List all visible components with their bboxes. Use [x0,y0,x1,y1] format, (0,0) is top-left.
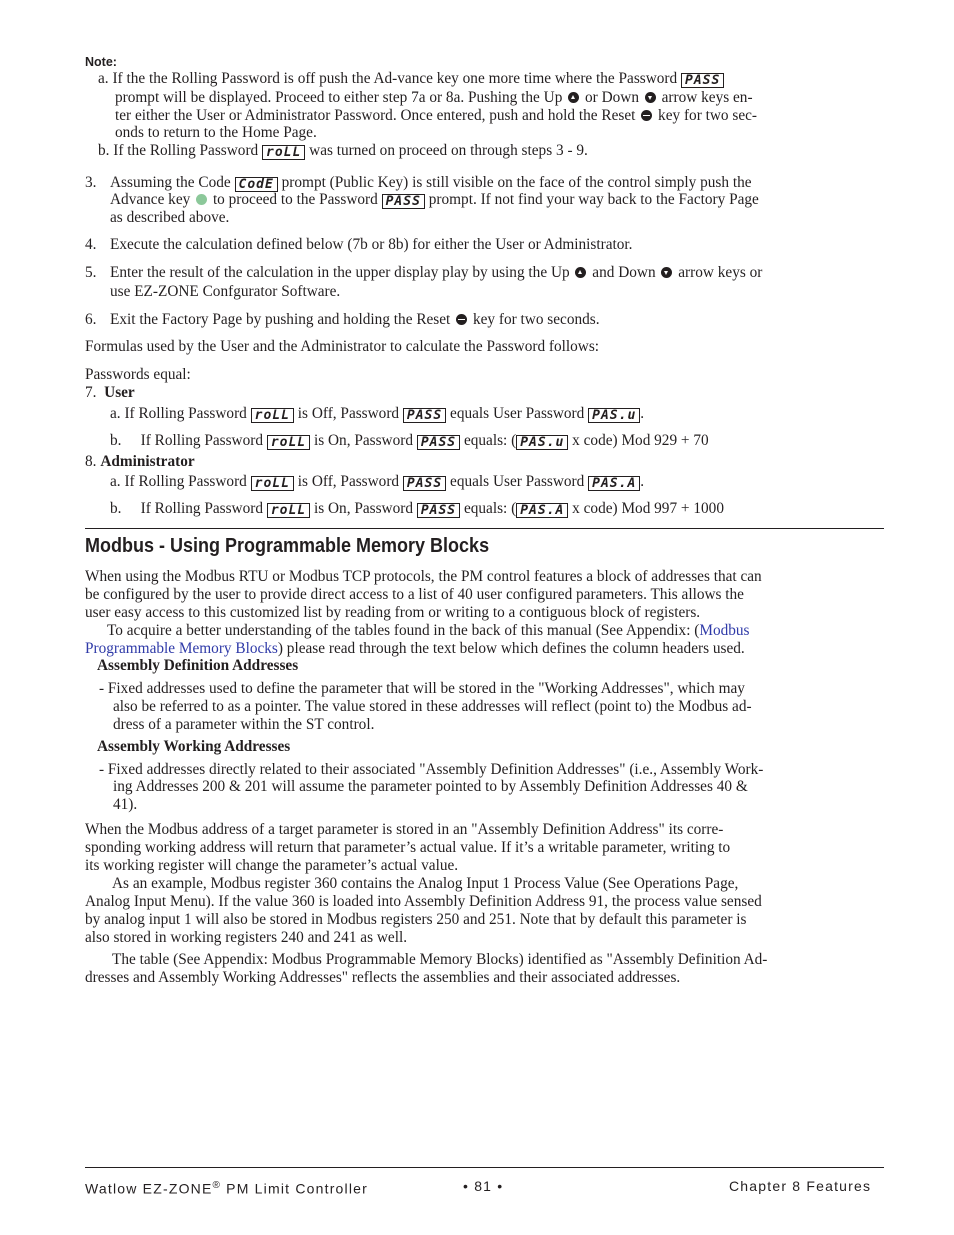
formulas-text: Formulas used by the User and the Administrator to calculate the Password follows: [85,338,600,355]
lcd-pass: PASS [417,503,460,518]
para1-line3: user easy access to this customized list by reading from or writing to a contiguous block of registers. [85,604,701,621]
para4-line4: also stored in working registers 240 and 241 as well. [85,929,408,946]
lcd-roll: roLL [267,503,310,518]
step5-num: 5. [85,264,97,281]
para1-line2: be configured by the user to provide direct access to a list of 40 user configured parameters. This allows the [85,586,744,603]
note-a-line1: a. If the the Rolling Password is off push the Ad-vance key one more time where the Password PASS [98,70,724,88]
para4-line1: As an example, Modbus register 360 contains the Analog Input 1 Process Value (See Operations Page, [112,875,739,892]
para4-line2: Analog Input Menu). If the value 360 is loaded into Assembly Definition Address 91, the process value sensed [85,893,762,910]
advance-key-icon [196,194,207,205]
up-arrow-key-icon [568,92,579,103]
awa-line2: ing Addresses 200 & 201 will assume the parameter pointed to by Assembly Definition Addresses 40 & [113,778,748,795]
admin-heading: 8. Administrator [85,453,195,470]
footer-chapter: Chapter 8 Features [729,1178,872,1194]
para3-line2: sponding working address will return that parameter’s actual value. If it’s a writable parameter, writing to [85,839,731,856]
lcd-pass: PASS [403,476,446,491]
lcd-pas-a: PAS.A [588,476,640,491]
admin-row-b: b. If Rolling Password roLL is On, Password PASS equals: ( PAS.A x code) Mod 997 + 1000 [110,500,724,518]
lcd-roll: roLL [251,476,294,491]
up-arrow-key-icon [575,267,586,278]
appendix-link[interactable]: Modbus [699,622,750,639]
section-heading: Modbus - Using Programmable Memory Blocks [85,535,490,557]
lcd-code: CodE [235,177,278,192]
step3-line2: Advance key to proceed to the Password PASS prompt. If not find your way back to the Factory Page [110,191,759,209]
down-arrow-key-icon [661,267,672,278]
awa-line1: - Fixed addresses directly related to their associated "Assembly Definition Addresses" (i.e., Assembly Work- [99,761,764,778]
appendix-link[interactable]: Programmable Memory Blocks [85,640,278,657]
down-arrow-key-icon [645,92,656,103]
step5-line2: use EZ-ZONE Confgurator Software. [110,283,341,300]
lcd-roll: roLL [267,435,310,450]
para2-line1: To acquire a better understanding of the tables found in the back of this manual (See Appendix: (Modbus [107,622,750,639]
para5-line1: The table (See Appendix: Modbus Programmable Memory Blocks) identified as "Assembly Definition Ad- [112,951,768,968]
note-b: b. If the Rolling Password roLL was turned on proceed on through steps 3 - 9. [98,142,588,160]
lcd-pas-u: PAS.u [588,408,640,423]
step3-line1: Assuming the Code CodE prompt (Public Key) is still visible on the face of the control simply push the [110,174,752,192]
user-heading: 7. User [85,384,135,401]
lcd-pas-u: PAS.u [516,435,568,450]
user-row-a: a. If Rolling Password roLL is Off, Password PASS equals User Password PAS.u . [110,405,645,423]
step3-num: 3. [85,174,97,191]
footer-page-number: • 81 • [463,1178,504,1194]
step3-line3: as described above. [110,209,230,226]
footer-product: Watlow EZ-ZONE® PM Limit Controller [85,1180,369,1197]
note-label: Note: [85,55,117,69]
para1-line1: When using the Modbus RTU or Modbus TCP protocols, the PM control features a block of addresses that can [85,568,762,585]
awa-line3: 41). [113,796,138,813]
passwords-equal: Passwords equal: [85,366,191,383]
lcd-pass: PASS [681,73,724,88]
note-a-line3: ter either the User or Administrator Password. Once entered, push and hold the Reset key for two sec- [115,107,758,124]
para3-line3: its working register will change the parameter’s actual value. [85,857,459,874]
ada-line1: - Fixed addresses used to define the parameter that will be stored in the "Working Addresses", which may [99,680,745,697]
ada-line2: also be referred to as a pointer. The value stored in these addresses will reflect (point to) the Modbus ad- [113,698,752,715]
lcd-pass: PASS [417,435,460,450]
ada-line3: dress of a parameter within the ST control. [113,716,375,733]
lcd-roll: roLL [262,145,305,160]
lcd-roll: roLL [251,408,294,423]
reset-key-icon [641,110,652,121]
awa-heading: Assembly Working Addresses [97,738,291,755]
para2-line2: Programmable Memory Blocks) please read through the text below which defines the column headers used. [85,640,745,657]
step6-num: 6. [85,311,97,328]
step4-num: 4. [85,236,97,253]
user-row-b: b. If Rolling Password roLL is On, Password PASS equals: ( PAS.u x code) Mod 929 + 70 [110,432,709,450]
para4-line3: by analog input 1 will also be stored in Modbus registers 250 and 251. Note that by default this parameter is [85,911,747,928]
admin-row-a: a. If Rolling Password roLL is Off, Password PASS equals User Password PAS.A . [110,473,645,491]
ada-heading: Assembly Definition Addresses [97,657,299,674]
note-a-line2: prompt will be displayed. Proceed to either step 7a or 8a. Pushing the Up or Down arrow keys en- [115,89,753,106]
reset-key-icon [456,314,467,325]
step6-text: Exit the Factory Page by pushing and holding the Reset key for two seconds. [110,311,600,328]
para5-line2: dresses and Assembly Working Addresses" reflects the assemblies and their associated addresses. [85,969,681,986]
section-divider [85,528,884,529]
footer-rule [85,1167,884,1168]
step4-text: Execute the calculation defined below (7b or 8b) for either the User or Administrator. [110,236,633,253]
para3-line1: When the Modbus address of a target parameter is stored in an "Assembly Definition Address" its corre- [85,821,724,838]
lcd-pass: PASS [403,408,446,423]
note-a-line4: onds to return to the Home Page. [115,124,317,141]
lcd-pass: PASS [382,194,425,209]
lcd-pas-a: PAS.A [516,503,568,518]
step5-line1: Enter the result of the calculation in the upper display play by using the Up and Down arrow keys or [110,264,763,281]
